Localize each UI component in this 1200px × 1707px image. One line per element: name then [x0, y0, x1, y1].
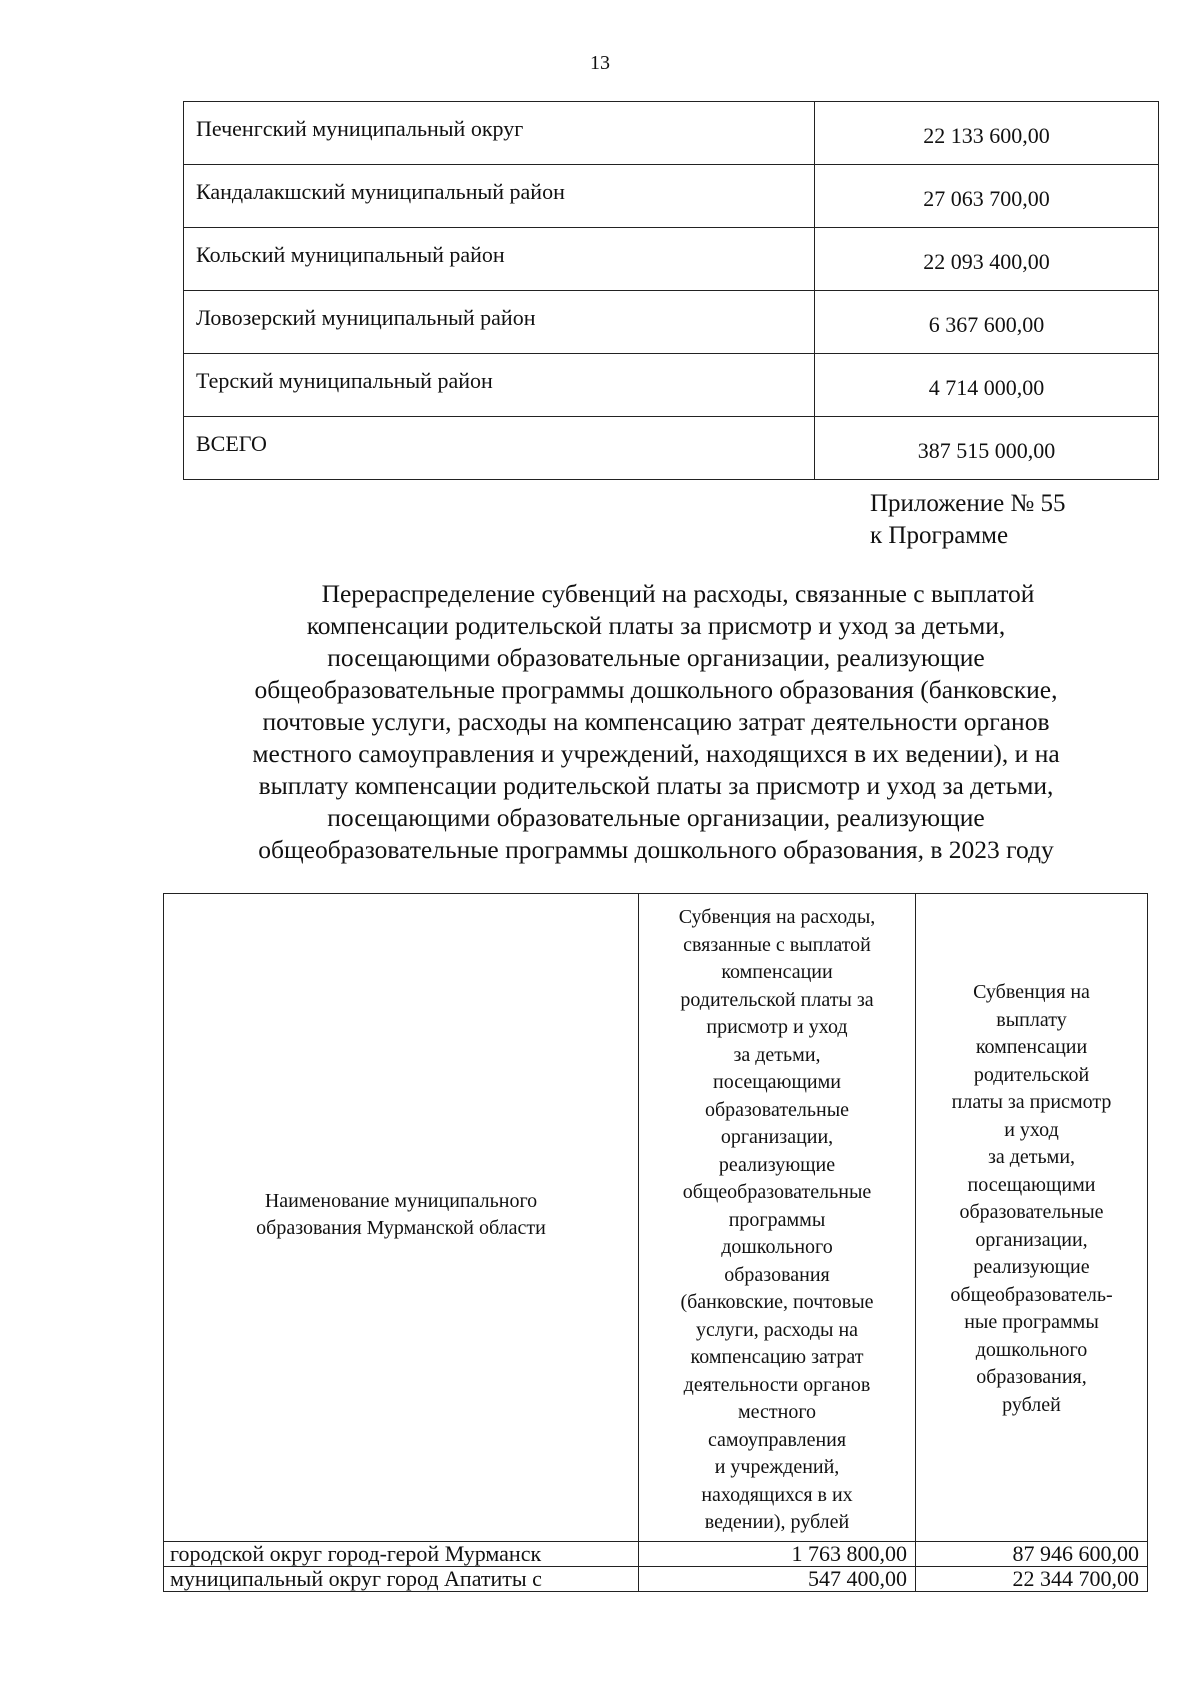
compensation-amount: 22 344 700,00 [916, 1566, 1148, 1591]
title-line: местного самоуправления и учреждений, находящихся в их ведении), и на [252, 739, 1060, 768]
table-row [164, 1541, 1148, 1566]
title-line: общеобразовательные программы дошкольного образования (банковские, [254, 675, 1058, 704]
municipality-name: Печенгский муниципальный округ [184, 102, 815, 165]
table-row [184, 165, 1159, 228]
page-number: 13 [590, 52, 610, 74]
table-row [164, 1566, 1148, 1591]
municipality-name: Ловозерский муниципальный район [184, 291, 815, 354]
subvention-table [163, 893, 1148, 1592]
table-header-row [164, 894, 1148, 1542]
title-line: почтовые услуги, расходы на компенсацию затрат деятельности органов [262, 707, 1050, 736]
municipality-name: Терский муниципальный район [184, 354, 815, 417]
amount-cell: 22 093 400,00 [815, 228, 1159, 291]
title-line: посещающими образовательные организации, реализующие [327, 643, 985, 672]
table-row [184, 102, 1159, 165]
allocation-summary-table [183, 101, 1159, 480]
title-line: общеобразовательные программы дошкольного образования, в 2023 году [258, 835, 1054, 864]
title-line: Перераспределение субвенций на расходы, связанные с выплатой [321, 579, 1035, 608]
document-title [196, 578, 1116, 866]
table-row [184, 354, 1159, 417]
municipality-name: Кандалакшский муниципальный район [184, 165, 815, 228]
appendix-number: Приложение № 55 [870, 490, 1066, 517]
appendix-label [870, 488, 1066, 552]
total-label: ВСЕГО [184, 417, 815, 480]
amount-cell: 22 133 600,00 [815, 102, 1159, 165]
amount-cell: 27 063 700,00 [815, 165, 1159, 228]
amount-cell: 6 367 600,00 [815, 291, 1159, 354]
amount-cell: 4 714 000,00 [815, 354, 1159, 417]
service-costs-amount: 547 400,00 [639, 1566, 916, 1591]
title-line: компенсации родительской платы за присмотр и уход за детьми, [306, 611, 1006, 640]
municipality-name: муниципальный округ город Апатиты с [164, 1566, 639, 1591]
title-line: посещающими образовательные организации, реализующие [327, 803, 985, 832]
total-amount: 387 515 000,00 [815, 417, 1159, 480]
compensation-amount: 87 946 600,00 [916, 1541, 1148, 1566]
table-row [184, 291, 1159, 354]
service-costs-amount: 1 763 800,00 [639, 1541, 916, 1566]
appendix-reference: к Программе [870, 522, 1009, 549]
municipality-name: Кольский муниципальный район [184, 228, 815, 291]
header-municipality: Наименование муниципального образования Мурманской области [164, 894, 639, 1542]
municipality-name: городской округ город-герой Мурманск [164, 1541, 639, 1566]
table-row [184, 228, 1159, 291]
total-row [184, 417, 1159, 480]
header-compensation: Субвенция на выплату компенсации родительской платы за присмотр и уход за детьми, посещающими образовательные организации, реализующие общеобразователь- ные программы дошкольного образования, рублей [916, 894, 1148, 1542]
title-line: выплату компенсации родительской платы за присмотр и уход за детьми, [258, 771, 1054, 800]
header-service-costs: Субвенция на расходы, связанные с выплатой компенсации родительской платы за присмотр и уход за детьми, посещающими образовательные организации, реализующие общеобразовательные программы дошкольного образования (банковские, почтовые услуги, расходы на компенсацию затрат деятельности органов местного самоуправления и учреждений, находящихся в их ведении), рублей [639, 894, 916, 1542]
